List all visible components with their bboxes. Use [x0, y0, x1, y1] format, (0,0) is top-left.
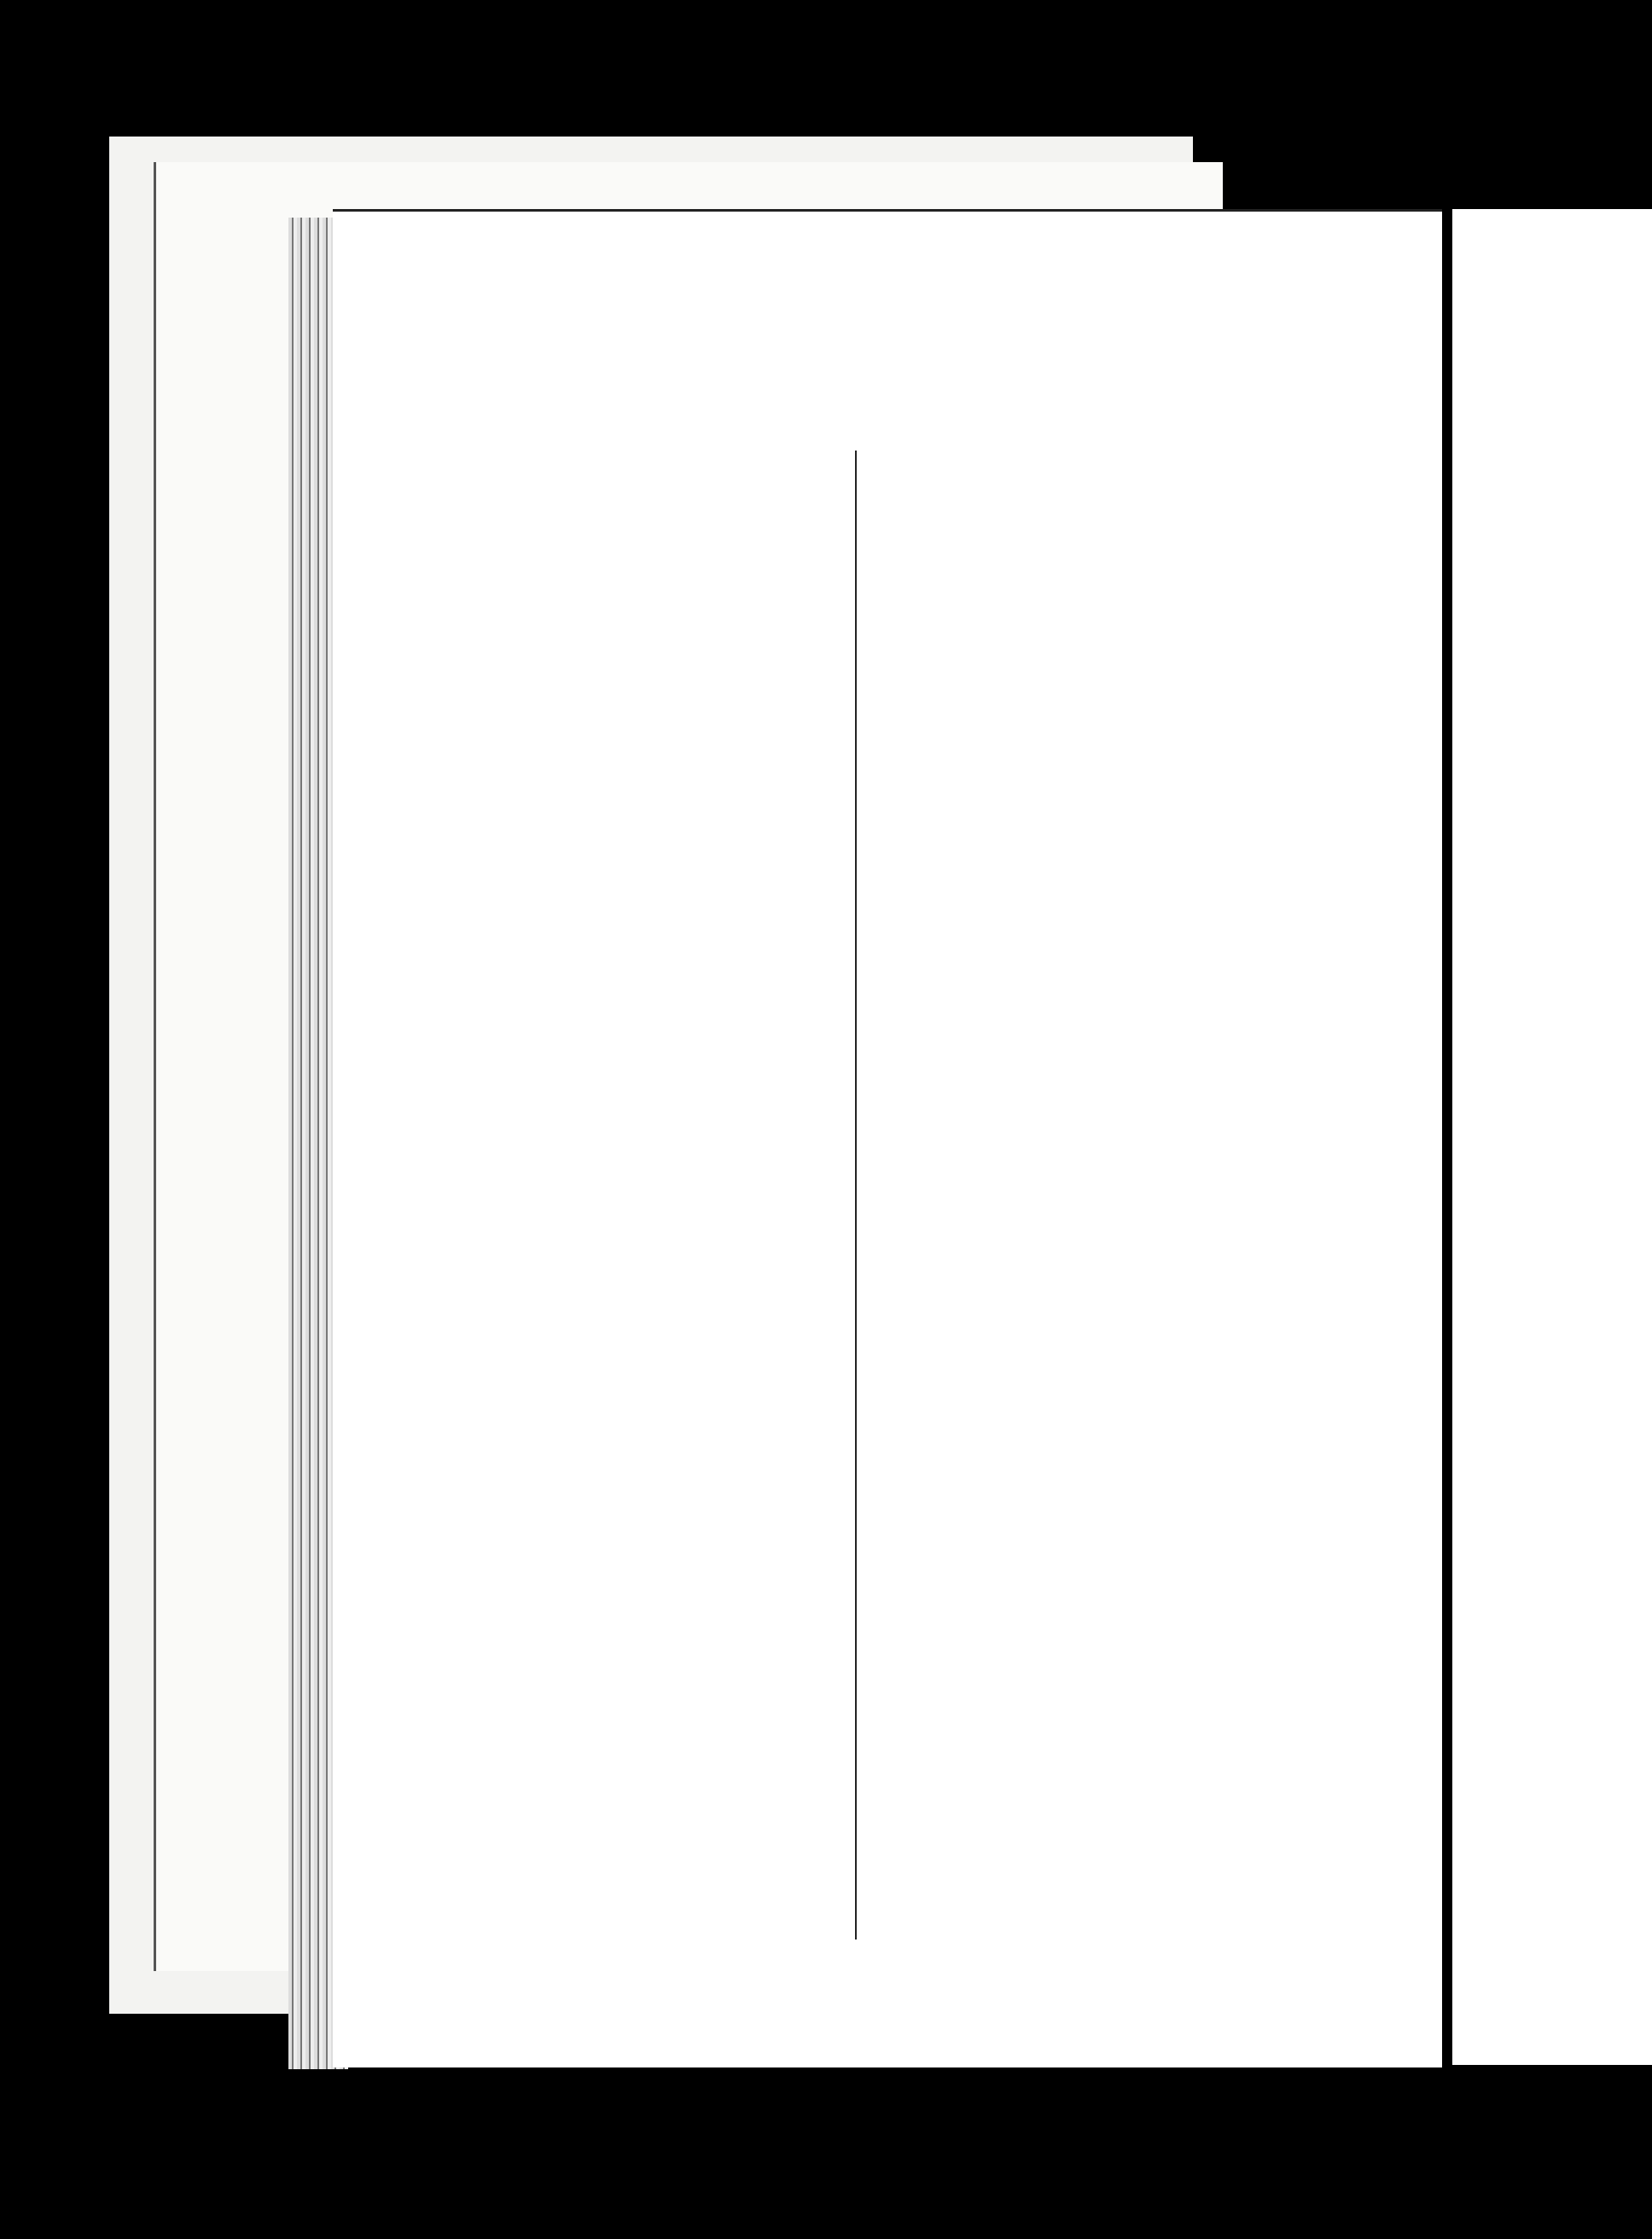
column-divider — [855, 451, 857, 1939]
main-page — [333, 209, 1442, 2067]
right-page — [1452, 209, 1652, 2065]
